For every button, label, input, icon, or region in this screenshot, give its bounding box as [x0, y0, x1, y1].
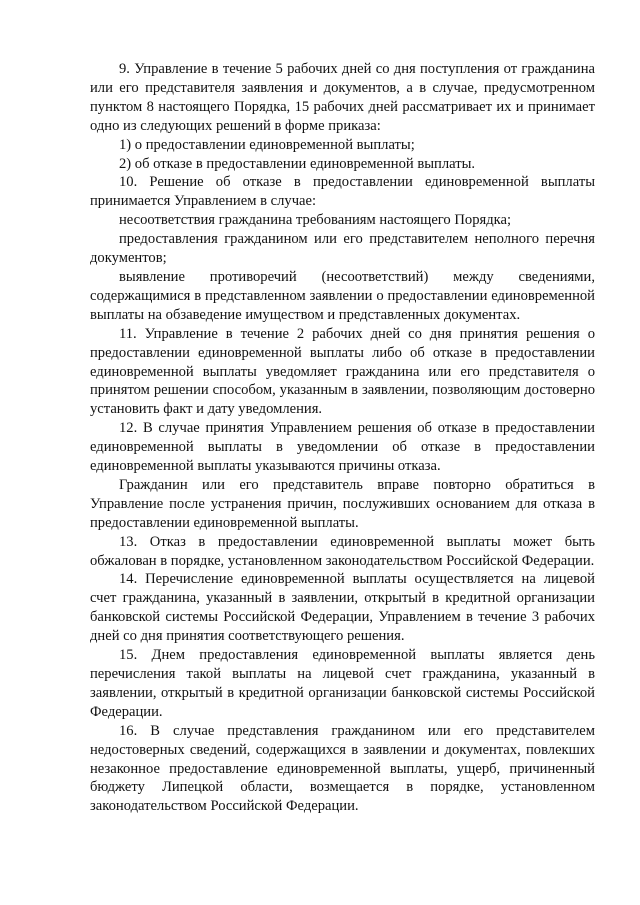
- document-page: [90, 60, 595, 816]
- paragraph-16: 16. В случае представления гражданином или его представителем недостоверных сведений, содержащихся в заявлении и документах, повлекших незаконное предоставление единовременной выплаты, ущерб, причиненный бюджету Липецкой области, возмещается в порядке, установленном законодательством Российской Федерации.: [90, 722, 595, 815]
- paragraph-9-option-2: 2) об отказе в предоставлении единовременной выплаты.: [119, 155, 476, 172]
- paragraph-10-case-3: выявление противоречий (несоответствий) между сведениями, содержащимися в представленном заявлении о предоставлении единовременной выплаты на обзаведение имуществом и представленных документах.: [90, 268, 595, 323]
- paragraph-13: 13. Отказ в предоставлении единовременной выплаты может быть обжалован в порядке, установленном законодательством Российской Федерации.: [90, 533, 595, 569]
- paragraph-12-continued: Гражданин или его представитель вправе повторно обратиться в Управление после устранения причин, послуживших основанием для отказа в предоставлении единовременной выплаты.: [90, 476, 595, 531]
- paragraph-9-option-1: 1) о предоставлении единовременной выплаты;: [119, 136, 415, 153]
- paragraph-14: 14. Перечисление единовременной выплаты осуществляется на лицевой счет гражданина, указанный в заявлении, открытый в кредитной организации банковской системы Российской Федерации, Управлением в течение 3 рабочих дней со дня принятия соответствующего решения.: [90, 571, 595, 645]
- paragraph-15: 15. Днем предоставления единовременной выплаты является день перечисления такой выплаты на лицевой счет гражданина, указанный в заявлении, открытый в кредитной организации банковской системы Российской Федерации.: [90, 647, 595, 720]
- paragraph-12: 12. В случае принятия Управлением решения об отказе в предоставлении единовременной выплаты в уведомлении об отказе в предоставлении единовременной выплаты указываются причины отказа.: [90, 420, 595, 475]
- paragraph-9: 9. Управление в течение 5 рабочих дней со дня поступления от гражданина или его представителя заявления и документов, а в случае, предусмотренном пунктом 8 настоящего Порядка, 15 рабочих дней рассматривает их и принимает одно из следующих решений в форме приказа:: [90, 61, 595, 134]
- paragraph-10-case-2: предоставления гражданином или его представителем неполного перечня документов;: [90, 231, 595, 267]
- paragraph-10: 10. Решение об отказе в предоставлении единовременной выплаты принимается Управлением в случае:: [90, 174, 595, 210]
- paragraph-10-case-1: несоответствия гражданина требованиям настоящего Порядка;: [119, 212, 512, 229]
- paragraph-11: 11. Управление в течение 2 рабочих дней со дня принятия решения о предоставлении единовременной выплаты либо об отказе в предоставлении единовременной выплаты уведомляет гражданина или его представителя о принятом решении способом, указанным в заявлении, позволяющим достоверно установить факт и дату уведомления.: [90, 325, 595, 418]
